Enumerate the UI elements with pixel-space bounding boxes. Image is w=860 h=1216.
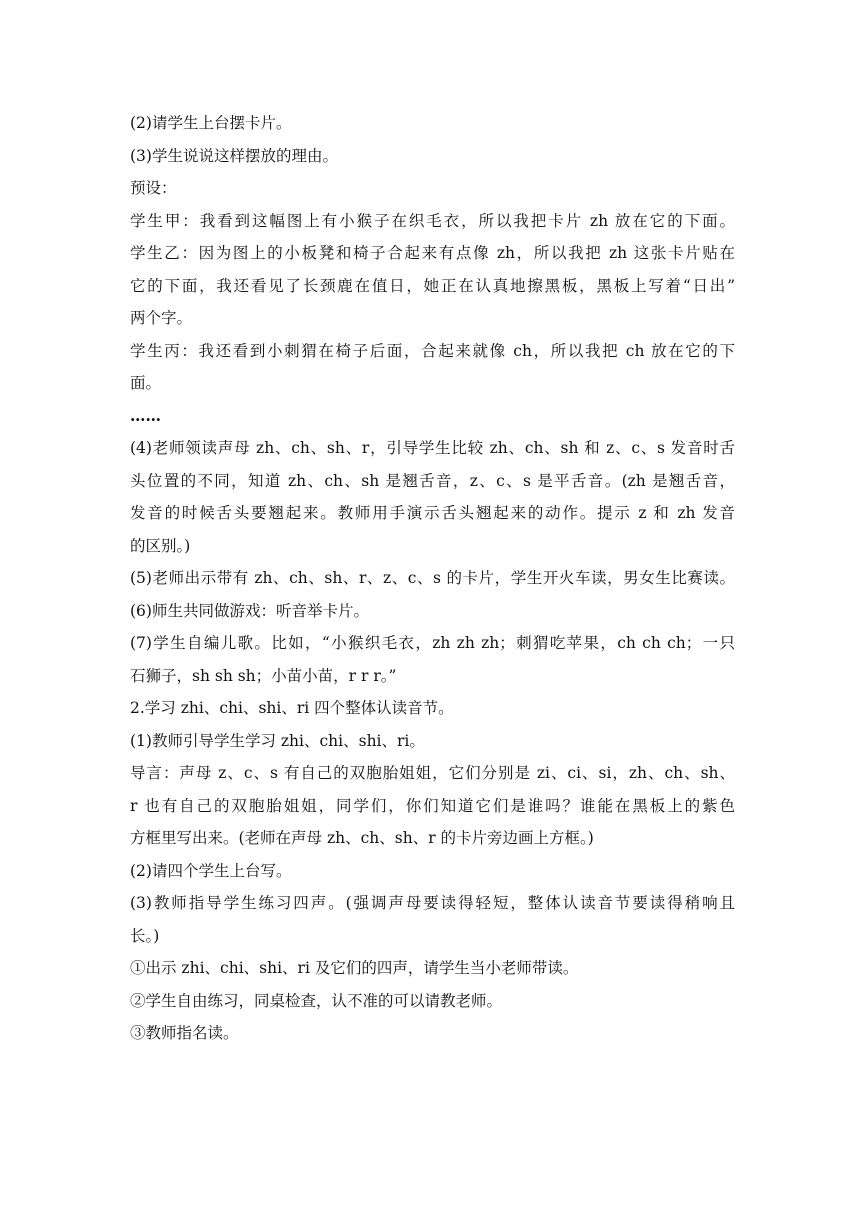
text-line: (2)请四个学生上台写。 <box>130 861 292 880</box>
text-line: 学生丙：我还看到小刺猬在椅子后面，合起来就像 ch，所以我把 ch 放在它的下 <box>130 341 735 360</box>
text-line: 石狮子，sh sh sh；小苗小苗，r r r。” <box>130 666 397 685</box>
text-line: 导言：声母 z、c、s 有自己的双胞胎姐姐，它们分别是 zi、ci、si，zh、ch、sh、 <box>130 764 735 782</box>
text-line: 2.学习 zhi、chi、shi、ri 四个整体认读音节。 <box>130 699 454 717</box>
document-body <box>130 107 735 1050</box>
text-line: 长。) <box>130 926 160 945</box>
ellipsis-line: …… <box>130 405 161 425</box>
text-line: 学生甲：我看到这幅图上有小猴子在织毛衣，所以我把卡片 zh 放在它的下面。 <box>130 211 735 230</box>
text-line: 预设： <box>130 179 177 197</box>
text-line: (2)请学生上台摆卡片。 <box>130 114 292 132</box>
text-line: (1)教师引导学生学习 zhi、chi、shi、ri。 <box>130 731 425 750</box>
text-line: 学生乙：因为图上的小板凳和椅子合起来有点像 zh，所以我把 zh 这张卡片贴在 <box>130 244 735 262</box>
text-line: 方框里写出来。(老师在声母 zh、ch、sh、r 的卡片旁边画上方框。) <box>130 829 594 847</box>
text-line: ①出示 zhi、chi、shi、ri 及它们的四声，请学生当小老师带读。 <box>130 959 579 977</box>
text-line: (3)学生说说这样摆放的理由。 <box>130 146 338 165</box>
text-line: 的区别。) <box>130 536 191 555</box>
text-line: (7)学生自编儿歌。比如，“小猴织毛衣，zh zh zh；刺猬吃苹果，ch ch ch；一只 <box>130 634 735 652</box>
text-line: 发音的时候舌头要翘起来。教师用手演示舌头翘起来的动作。提示 z 和 zh 发音 <box>130 504 735 522</box>
text-line: 两个字。 <box>130 309 193 327</box>
text-line: (4)老师领读声母 zh、ch、sh、r，引导学生比较 zh、ch、sh 和 z、c、s 发音时舌 <box>130 439 735 457</box>
text-line: r 也有自己的双胞胎姐姐，同学们，你们知道它们是谁吗？谁能在黑板上的紫色 <box>130 796 735 815</box>
text-line: (3)教师指导学生练习四声。(强调声母要读得轻短，整体认读音节要读得稍响且 <box>130 894 735 912</box>
text-line: ③教师指名读。 <box>130 1024 239 1042</box>
text-line: (6)师生共同做游戏：听音举卡片。 <box>130 601 369 620</box>
text-line: 头位置的不同，知道 zh、ch、sh 是翘舌音，z、c、s 是平舌音。(zh 是翘舌音， <box>130 471 735 490</box>
text-line: 它的下面，我还看见了长颈鹿在值日，她正在认真地擦黑板，黑板上写着“日出” <box>130 276 735 295</box>
text-line: (5)老师出示带有 zh、ch、sh、r、z、c、s 的卡片，学生开火车读，男女生比赛读。 <box>130 569 735 587</box>
text-line: ②学生自由练习，同桌检查，认不准的可以请教老师。 <box>130 991 503 1010</box>
text-line: 面。 <box>130 374 162 392</box>
